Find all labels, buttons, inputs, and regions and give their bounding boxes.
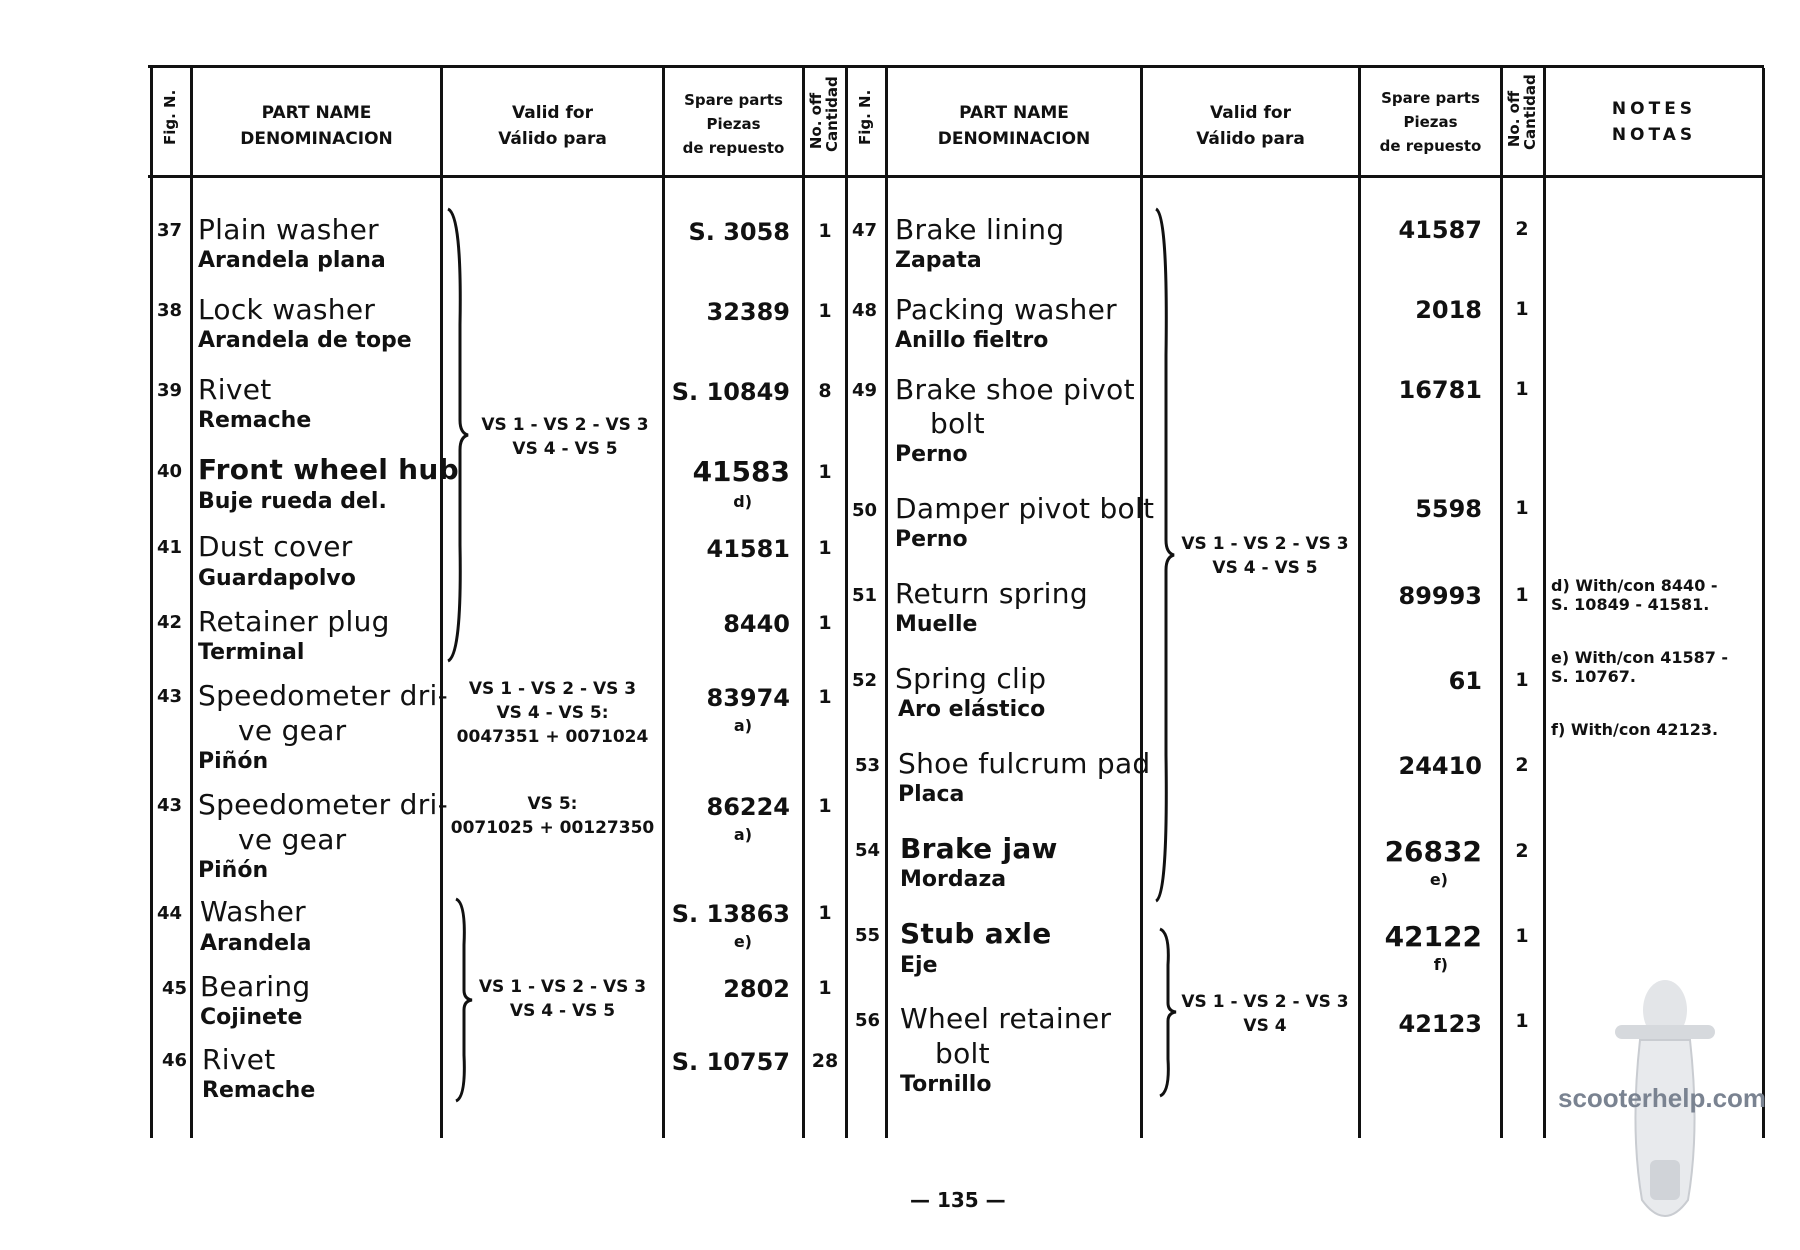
- part-name-es: Arandela plana: [198, 248, 386, 273]
- part-name-en: Retainer plug: [198, 605, 390, 638]
- part-name-en: Damper pivot bolt: [895, 492, 1155, 525]
- header-spare-es: Piezas: [1403, 113, 1458, 131]
- header-spare-es2: de repuesto: [682, 139, 785, 157]
- valid-line: 0071025 + 00127350: [450, 818, 655, 838]
- fig-number: 51: [851, 585, 877, 606]
- valid-for-group: [465, 413, 665, 461]
- quantity: 1: [1515, 497, 1529, 519]
- note-d: [1551, 576, 1756, 614]
- part-name-en: Shoe fulcrum pad: [898, 747, 1151, 780]
- part-name-es: Zapata: [895, 248, 982, 273]
- part-number: 2802: [723, 975, 790, 1003]
- part-number: 41581: [706, 535, 790, 563]
- part-number: 42122: [1384, 920, 1482, 953]
- col-rule: [802, 68, 805, 1138]
- fig-number: 47: [851, 220, 877, 241]
- valid-line: VS 4 - VS 5: [512, 439, 618, 459]
- fig-number: 44: [156, 903, 182, 924]
- part-number: 2018: [1415, 296, 1482, 324]
- col-rule: [1543, 68, 1546, 1138]
- header-qty-en: No. off: [1505, 90, 1523, 148]
- valid-for-group: [1170, 532, 1360, 580]
- part-number: S. 13863: [671, 900, 790, 928]
- header-part-name-right: [888, 100, 1140, 152]
- fig-number: 37: [156, 220, 182, 241]
- header-part-name-en: PART NAME: [959, 103, 1069, 123]
- part-name-es: Eje: [900, 953, 938, 978]
- part-name-es: Piñón: [198, 749, 269, 774]
- watermark-text: scooterhelp.com: [1558, 1083, 1767, 1113]
- col-rule: [662, 68, 665, 1138]
- header-valid-en: Valid for: [512, 103, 593, 123]
- part-name-en: Plain washer: [198, 213, 379, 246]
- quantity: 1: [818, 612, 832, 634]
- part-name-es: Remache: [198, 408, 312, 433]
- fig-number: 54: [854, 840, 880, 861]
- header-part-name-en: PART NAME: [261, 103, 372, 123]
- note-f: [1551, 720, 1756, 739]
- part-number: 32389: [706, 298, 790, 326]
- valid-line: VS 1 - VS 2 - VS 3: [1181, 534, 1349, 554]
- part-name-en: Speedometer dri-: [198, 788, 448, 821]
- footnote-ref: d): [733, 492, 752, 511]
- header-fig-right: Fig. N.: [856, 89, 874, 145]
- header-part-name-es: DENOMINACION: [240, 129, 393, 149]
- part-number: 8440: [723, 610, 790, 638]
- footnote-ref: f): [1433, 955, 1448, 974]
- valid-for-group: [445, 792, 660, 840]
- part-name-en-cont: ve gear: [238, 823, 347, 856]
- part-name-en: Front wheel hub: [198, 453, 459, 486]
- part-number: 86224: [706, 793, 790, 821]
- fig-number: 49: [851, 380, 877, 401]
- part-name-en: Packing washer: [895, 293, 1117, 326]
- header-spare-es2: de repuesto: [1379, 137, 1482, 155]
- fig-number: 43: [156, 795, 182, 816]
- part-name-es: Mordaza: [900, 867, 1007, 892]
- fig-number: 46: [161, 1050, 187, 1071]
- part-name-es: Muelle: [895, 612, 978, 637]
- part-name-es: Guardapolvo: [198, 566, 356, 591]
- part-name-en: Stub axle: [900, 917, 1052, 950]
- part-name-es: Arandela de tope: [198, 328, 412, 353]
- part-name-es: Anillo fieltro: [895, 328, 1049, 353]
- header-fig: Fig. N.: [161, 89, 179, 145]
- quantity: 2: [1515, 840, 1529, 862]
- part-name-en: Brake lining: [895, 213, 1065, 246]
- header-spare-en: Spare parts: [1381, 89, 1480, 107]
- header-notes: [1546, 96, 1762, 148]
- part-number: S. 10757: [671, 1048, 790, 1076]
- valid-for-group: [1170, 990, 1360, 1038]
- part-name-en-cont: bolt: [930, 407, 985, 440]
- quantity: 1: [1515, 298, 1529, 320]
- page-number: — 135 —: [910, 1188, 1006, 1212]
- fig-number: 48: [851, 300, 877, 321]
- quantity: 1: [1515, 925, 1529, 947]
- quantity: 1: [818, 461, 832, 483]
- fig-number: 43: [156, 686, 182, 707]
- header-part-name-es: DENOMINACION: [937, 129, 1091, 149]
- part-name-en-cont: bolt: [935, 1037, 990, 1070]
- valid-for-group: [445, 677, 660, 749]
- fig-number: 41: [156, 537, 182, 558]
- valid-line: VS 4 - VS 5: [509, 1001, 616, 1021]
- part-name-en: Rivet: [202, 1043, 276, 1076]
- header-valid-es: Válido para: [1196, 129, 1305, 149]
- valid-line: VS 1 - VS 2 - VS 3: [478, 977, 647, 997]
- header-spare-parts: [665, 88, 802, 160]
- header-qty-es: Cantidad: [823, 76, 841, 152]
- quantity: 1: [1515, 669, 1529, 691]
- note-line: f) With/con 42123.: [1551, 720, 1719, 739]
- part-name-es: Remache: [202, 1078, 316, 1103]
- quantity: 8: [818, 380, 832, 402]
- part-number: S. 10849: [671, 378, 790, 406]
- fig-number: 38: [156, 300, 182, 321]
- header-qty-es: Cantidad: [1521, 74, 1539, 150]
- valid-line: VS 4: [1243, 1016, 1287, 1036]
- part-number: 16781: [1398, 376, 1482, 404]
- part-name-es: Terminal: [198, 640, 305, 665]
- note-line: S. 10767.: [1551, 667, 1636, 686]
- part-number: 41587: [1398, 216, 1482, 244]
- footnote-ref: e): [733, 932, 752, 951]
- quantity: 1: [818, 977, 832, 999]
- fig-number: 56: [854, 1010, 880, 1031]
- part-name-en: Spring clip: [895, 662, 1047, 695]
- fig-number: 39: [156, 380, 182, 401]
- part-number: 41583: [692, 455, 790, 488]
- quantity: 1: [1515, 1010, 1529, 1032]
- part-number: 61: [1448, 667, 1482, 695]
- header-part-name: [193, 100, 440, 152]
- header-spare-parts-right: [1361, 86, 1500, 158]
- header-qty: [807, 76, 841, 152]
- fig-number: 50: [851, 500, 877, 521]
- valid-line: VS 1 - VS 2 - VS 3: [468, 679, 637, 699]
- part-number: 26832: [1384, 835, 1482, 868]
- part-name-es: Buje rueda del.: [198, 489, 387, 514]
- valid-for-group: [465, 975, 660, 1023]
- header-notes-es: NOTAS: [1611, 125, 1697, 145]
- part-name-es: Aro elástico: [898, 697, 1046, 722]
- part-name-en: Return spring: [895, 577, 1088, 610]
- part-name-es: Tornillo: [900, 1072, 992, 1097]
- fig-number: 40: [156, 461, 182, 482]
- header-valid-es: Válido para: [498, 129, 607, 149]
- valid-line: VS 1 - VS 2 - VS 3: [1181, 992, 1349, 1012]
- part-name-es: Placa: [898, 782, 965, 807]
- note-line: S. 10849 - 41581.: [1551, 595, 1710, 614]
- valid-line: 0047351 + 0071024: [456, 727, 649, 747]
- quantity: 2: [1515, 754, 1529, 776]
- fig-number: 45: [161, 978, 187, 999]
- part-name-es: Perno: [895, 442, 968, 467]
- quantity: 1: [818, 300, 832, 322]
- valid-line: VS 4 - VS 5: [1212, 558, 1318, 578]
- part-number: 5598: [1415, 495, 1482, 523]
- quantity: 1: [818, 686, 832, 708]
- fig-number: 53: [854, 755, 880, 776]
- part-name-en: Brake shoe pivot: [895, 373, 1135, 406]
- header-valid-for-right: [1143, 100, 1358, 152]
- header-spare-es: Piezas: [706, 115, 761, 133]
- quantity: 1: [818, 220, 832, 242]
- header-valid-en: Valid for: [1210, 103, 1291, 123]
- part-name-en: Brake jaw: [900, 832, 1058, 865]
- part-name-es: Piñón: [198, 858, 269, 883]
- part-number: S. 3058: [688, 218, 790, 246]
- part-name-es: Perno: [895, 527, 968, 552]
- header-notes-en: NOTES: [1611, 99, 1697, 119]
- col-rule: [1140, 68, 1143, 1138]
- quantity: 1: [818, 537, 832, 559]
- table-top-border: [148, 65, 1764, 68]
- note-line: e) With/con 41587 -: [1551, 648, 1729, 667]
- part-name-en: Washer: [200, 895, 306, 928]
- quantity: 2: [1515, 218, 1529, 240]
- footnote-ref: e): [1429, 870, 1448, 889]
- header-valid-for: [443, 100, 662, 152]
- part-number: 24410: [1398, 752, 1482, 780]
- part-number: 83974: [706, 684, 790, 712]
- fig-number: 52: [851, 670, 877, 691]
- valid-line: VS 4 - VS 5:: [496, 703, 609, 723]
- valid-line: VS 1 - VS 2 - VS 3: [481, 415, 649, 435]
- part-name-en: Wheel retainer: [900, 1002, 1112, 1035]
- col-rule: [1500, 68, 1503, 1138]
- quantity: 28: [811, 1050, 839, 1072]
- note-e: [1551, 648, 1756, 686]
- col-rule: [1762, 68, 1765, 1138]
- part-name-en: Lock washer: [198, 293, 376, 326]
- header-spare-en: Spare parts: [684, 91, 783, 109]
- part-name-en-cont: ve gear: [238, 714, 347, 747]
- quantity: 1: [1515, 584, 1529, 606]
- fig-number: 42: [156, 612, 182, 633]
- part-number: 42123: [1398, 1010, 1482, 1038]
- part-name-en: Bearing: [200, 970, 311, 1003]
- part-name-es: Cojinete: [200, 1005, 303, 1030]
- part-name-en: Rivet: [198, 373, 272, 406]
- quantity: 1: [818, 795, 832, 817]
- col-rule: [440, 68, 443, 1138]
- part-name-en: Dust cover: [198, 530, 353, 563]
- col-rule: [885, 68, 888, 1138]
- part-name-en: Speedometer dri-: [198, 679, 448, 712]
- col-rule: [1358, 68, 1361, 1138]
- quantity: 1: [818, 902, 832, 924]
- header-qty-right: [1505, 74, 1539, 150]
- valid-line: VS 5:: [527, 794, 578, 814]
- quantity: 1: [1515, 378, 1529, 400]
- note-line: d) With/con 8440 -: [1551, 576, 1718, 595]
- fig-number: 55: [854, 925, 880, 946]
- header-qty-en: No. off: [807, 92, 825, 150]
- footnote-ref: a): [733, 716, 752, 735]
- header-bottom-border: [148, 175, 1764, 178]
- col-rule: [190, 68, 193, 1138]
- part-name-es: Arandela: [200, 931, 312, 956]
- part-number: 89993: [1398, 582, 1482, 610]
- footnote-ref: a): [733, 825, 752, 844]
